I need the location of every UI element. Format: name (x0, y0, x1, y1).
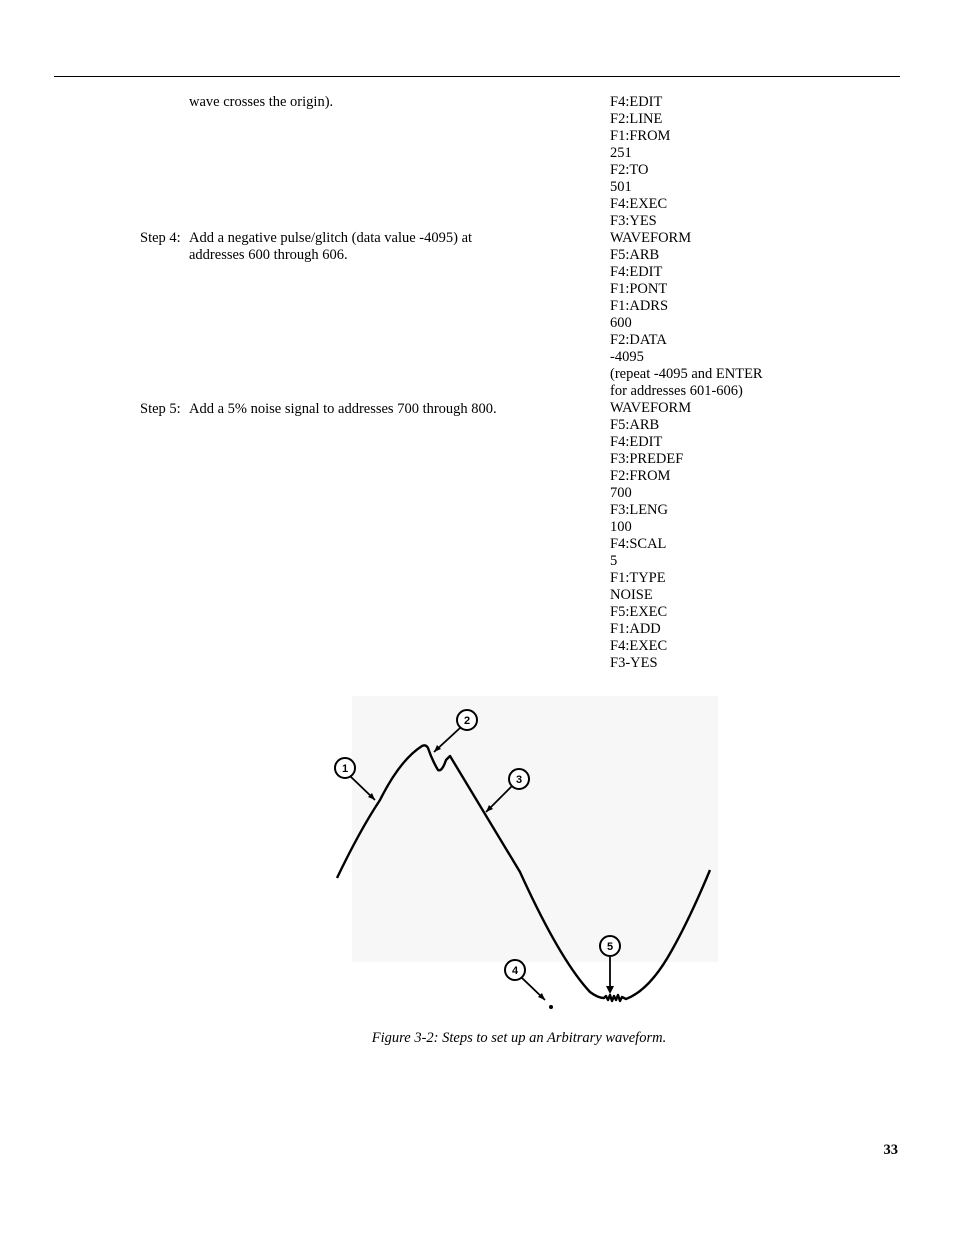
key-entry: F3:LENG (610, 502, 668, 518)
step-4-line-2: addresses 600 through 606. (189, 247, 348, 263)
step-4-line-1: Add a negative pulse/glitch (data value -4095) at (189, 230, 473, 246)
key-entry: F3-YES (610, 655, 658, 671)
key-entry: F4:SCAL (610, 536, 667, 552)
step-4-label: Step 4: (140, 230, 181, 246)
key-entry: F4:EXEC (610, 638, 668, 654)
key-entry: 600 (610, 315, 632, 331)
key-entry: F1:FROM (610, 128, 671, 144)
arbitrary-waveform-figure (320, 690, 730, 1020)
callout-4-label: 4 (511, 965, 519, 977)
key-entry: 100 (610, 519, 632, 535)
key-entry: 501 (610, 179, 632, 195)
key-entry: F1:PONT (610, 281, 668, 297)
key-entry: 700 (610, 485, 632, 501)
intro-text: wave crosses the origin). (189, 94, 334, 110)
key-entry: 251 (610, 145, 632, 161)
key-entry: F4:EDIT (610, 434, 663, 450)
callout-2-label: 2 (463, 715, 471, 727)
key-entry: F1:ADD (610, 621, 661, 637)
step-5-label: Step 5: (140, 401, 181, 417)
key-entry: F4:EDIT (610, 264, 663, 280)
key-entry: F5:ARB (610, 247, 660, 263)
key-entry: F5:ARB (610, 417, 660, 433)
key-entry: F4:EXEC (610, 196, 668, 212)
page-number: 33 (883, 1142, 898, 1158)
key-entry: F2:LINE (610, 111, 663, 127)
callout-5 (600, 936, 620, 994)
glitch-dot (549, 1005, 553, 1009)
callout-5-label: 5 (606, 941, 614, 953)
figure-caption: Figure 3-2: Steps to set up an Arbitrary waveform. (371, 1030, 667, 1046)
key-entry: F4:EDIT (610, 94, 663, 110)
key-entry: WAVEFORM (610, 400, 692, 416)
header-rule (54, 76, 900, 77)
key-entry: NOISE (610, 587, 653, 603)
key-entry: F2:TO (610, 162, 649, 178)
key-entry: F3:YES (610, 213, 657, 229)
key-entry: 5 (610, 553, 618, 569)
callout-1-label: 1 (341, 763, 349, 775)
key-entry: F2:FROM (610, 468, 671, 484)
key-entry: WAVEFORM (610, 230, 692, 246)
step-5-line-1: Add a 5% noise signal to addresses 700 through 800. (189, 401, 497, 417)
key-entry: for addresses 601-606) (610, 383, 743, 399)
key-entry: (repeat -4095 and ENTER (610, 366, 763, 382)
callout-4 (505, 960, 545, 1000)
key-entry: F1:ADRS (610, 298, 669, 314)
key-entry: F3:PREDEF (610, 451, 684, 467)
key-entry: F5:EXEC (610, 604, 668, 620)
key-entry: F2:DATA (610, 332, 667, 348)
figure-background (352, 696, 718, 962)
key-entry: F1:TYPE (610, 570, 666, 586)
key-entry: -4095 (610, 349, 644, 365)
callout-3-label: 3 (515, 774, 523, 786)
key-sequence-column (610, 94, 763, 672)
